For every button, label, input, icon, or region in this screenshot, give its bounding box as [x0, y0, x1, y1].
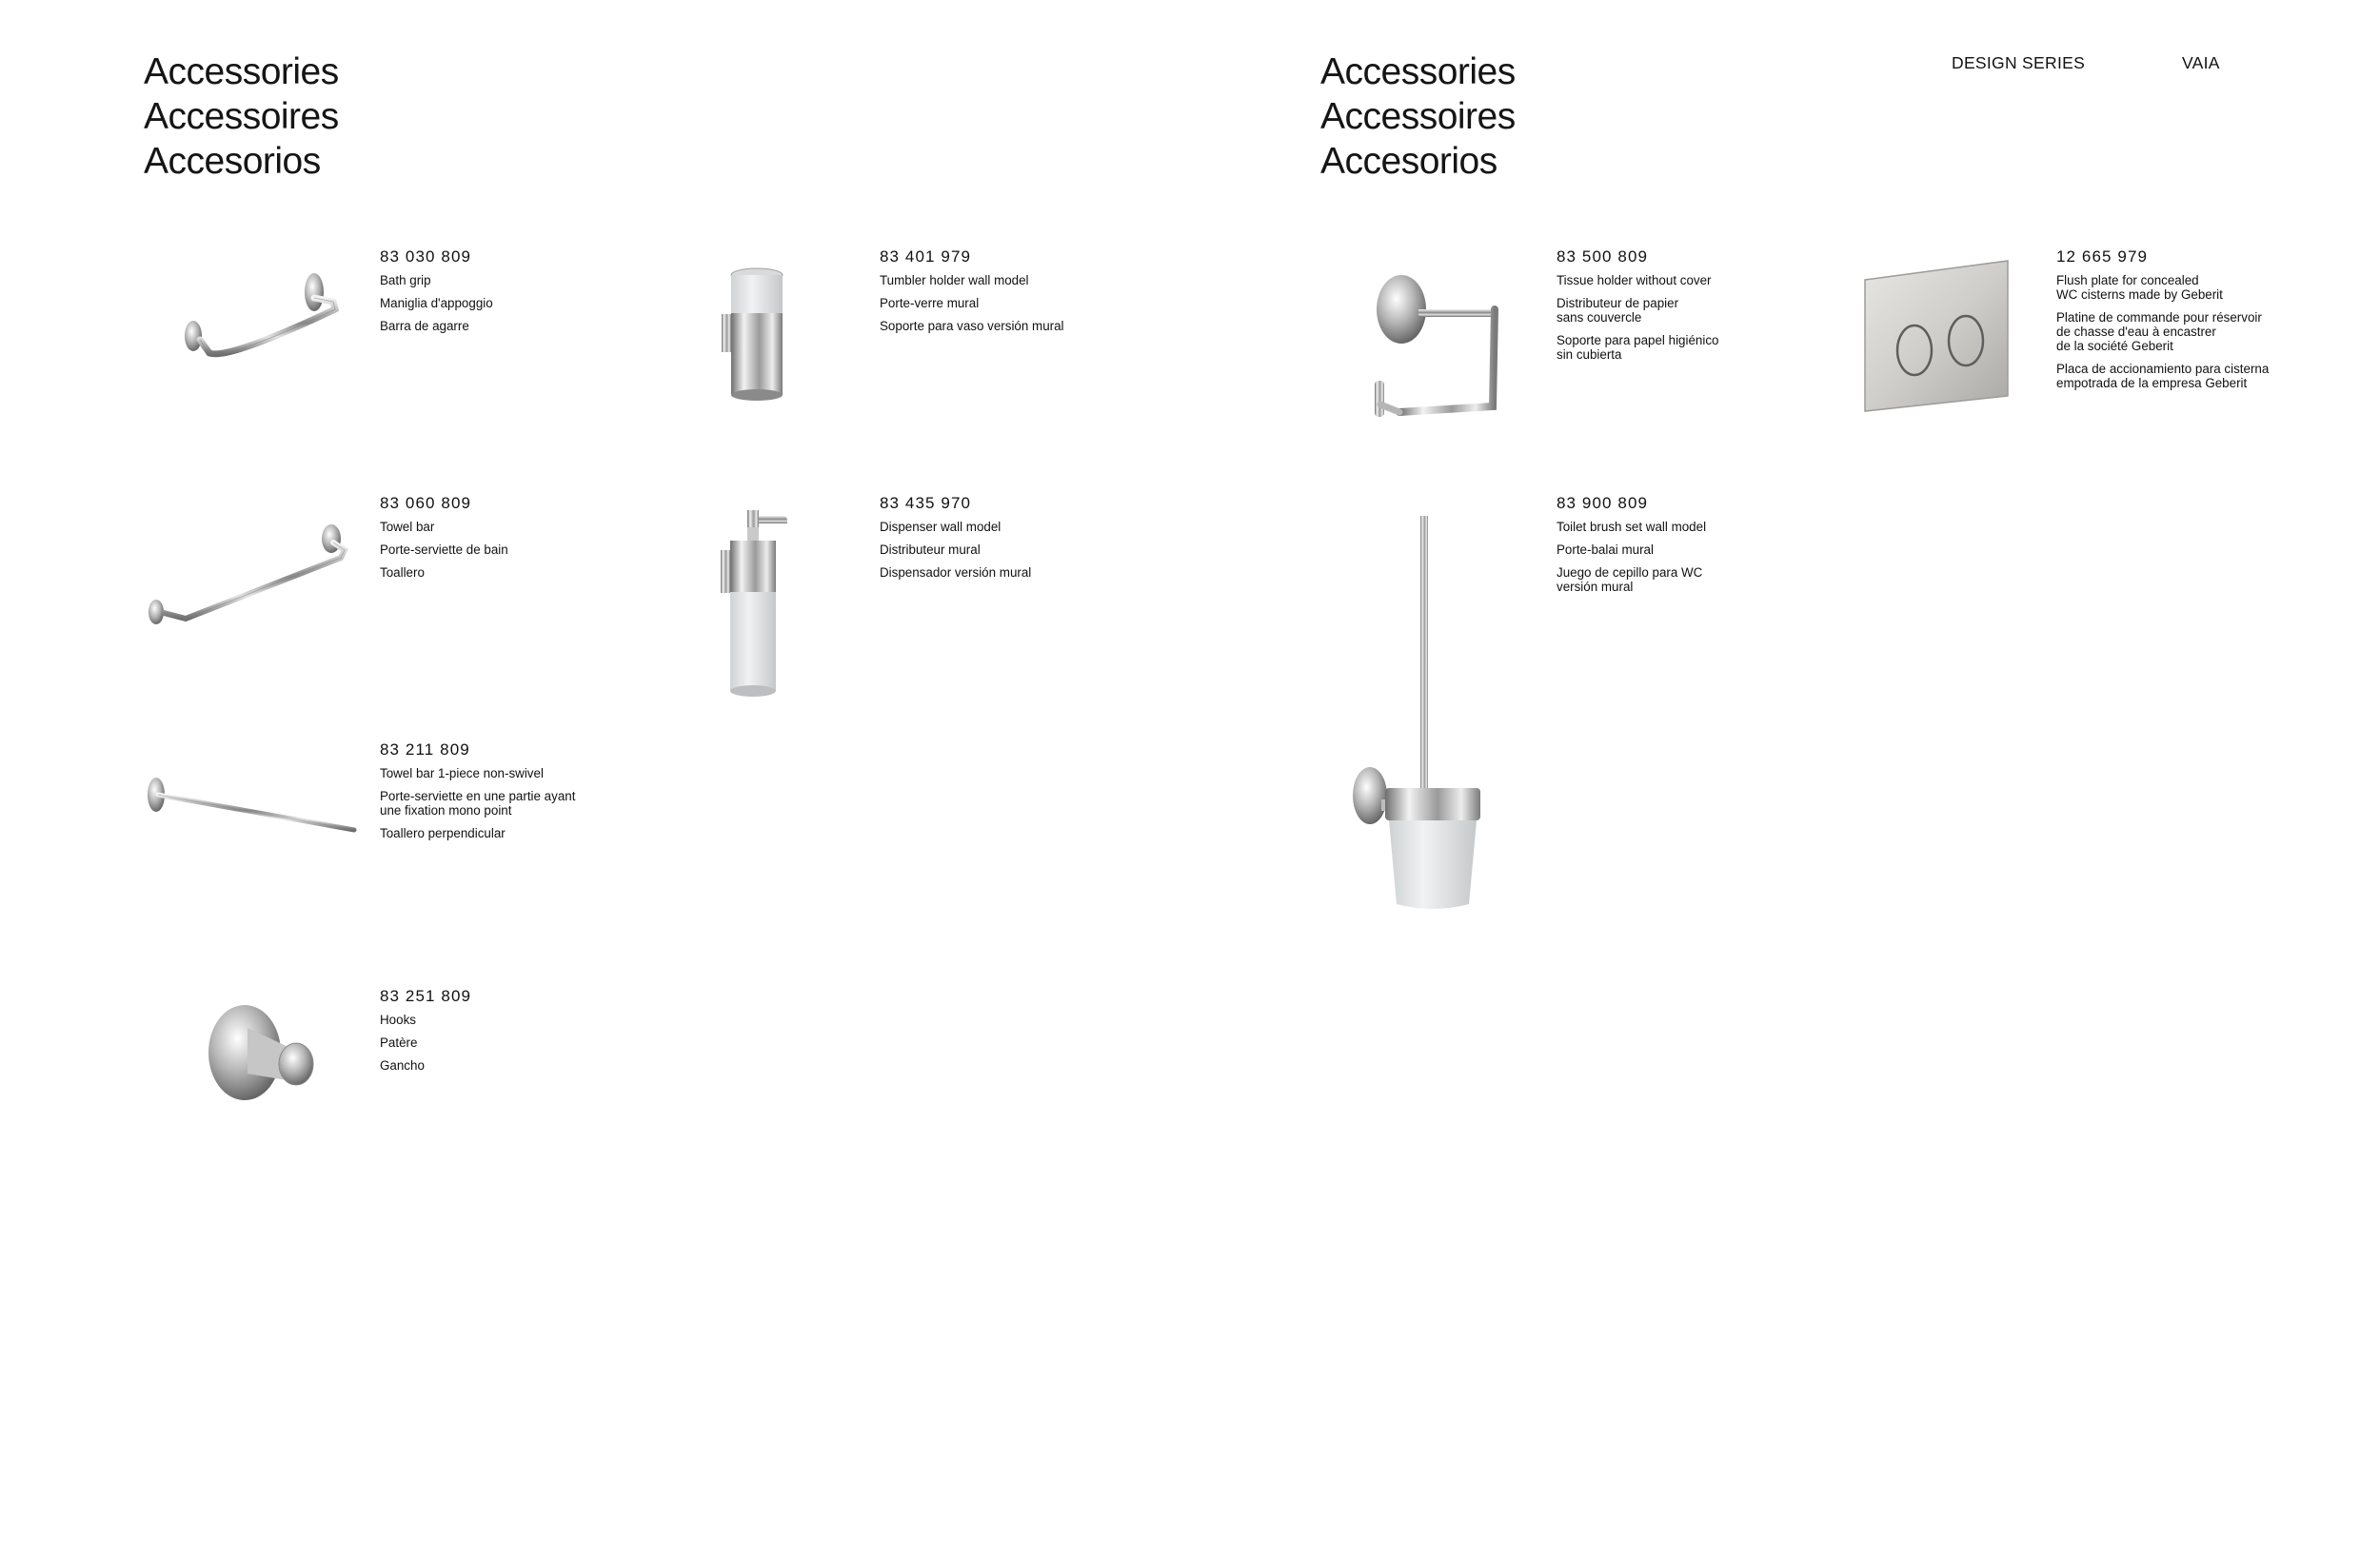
product-desc-fr: Porte-serviette de bain: [380, 542, 508, 557]
product-desc-es: Dispensador versión mural: [880, 565, 1032, 580]
product-desc-en: Towel bar: [380, 520, 435, 534]
product-83-030-809: [380, 247, 637, 342]
product-desc-en: Dispenser wall model: [880, 520, 1002, 534]
product-83-500-809: [1557, 247, 1814, 370]
product-code: 83 030 809: [380, 247, 472, 266]
left-page-heading: [144, 49, 339, 184]
hook-icon: [205, 999, 319, 1104]
product-desc-es: Placa de accionamiento para cisterna empotrada de la empresa Geberit: [2056, 362, 2270, 390]
product-code: 83 401 979: [880, 247, 972, 266]
toilet-brush-icon: [1347, 514, 1490, 914]
product-desc-fr: Porte-serviette en une partie ayant une fixation mono point: [380, 789, 576, 818]
product-desc-fr: Distributeur mural: [880, 542, 981, 557]
heading-line-en: Accessories: [144, 51, 339, 92]
flush-plate-icon: [1861, 257, 2013, 414]
product-desc-en: Hooks: [380, 1013, 416, 1027]
tissue-holder-icon: [1371, 271, 1504, 419]
right-page-heading: [1320, 49, 1516, 184]
product-desc-es: Soporte para papel higiénico sin cubierta: [1557, 333, 1719, 362]
product-desc-fr: Porte-verre mural: [880, 296, 980, 310]
product-code: 83 500 809: [1557, 247, 1649, 266]
product-desc-fr: Distributeur de papier sans couvercle: [1557, 296, 1679, 325]
heading-line-fr: Accessoires: [1320, 96, 1516, 137]
product-12-665-979: [2056, 247, 2342, 399]
product-code: 83 060 809: [380, 494, 472, 512]
tumbler-holder-icon: [719, 266, 785, 409]
product-desc-en: Tumbler holder wall model: [880, 273, 1029, 287]
towel-bar-single-icon: [145, 771, 359, 838]
product-code: 83 251 809: [380, 987, 472, 1005]
product-desc-en: Toilet brush set wall model: [1557, 520, 1707, 534]
soap-dispenser-icon: [719, 508, 795, 703]
product-desc-en: Flush plate for concealed WC cisterns made by Geberit: [2056, 273, 2223, 302]
product-code: 83 211 809: [380, 740, 470, 759]
heading-line-es: Accesorios: [1320, 141, 1497, 182]
product-desc-fr: Maniglia d'appoggio: [380, 296, 493, 310]
bath-grip-icon: [171, 269, 343, 374]
product-desc-fr: Patère: [380, 1035, 418, 1050]
product-code: 83 900 809: [1557, 494, 1649, 512]
product-desc-fr: Platine de commande pour réservoir de chasse d'eau à encastrer de la société Geberit: [2056, 310, 2262, 353]
product-desc-es: Gancho: [380, 1058, 425, 1073]
series-name: VAIA: [2182, 53, 2220, 72]
product-desc-en: Bath grip: [380, 273, 431, 287]
product-code: 12 665 979: [2056, 247, 2149, 266]
product-83-211-809: [380, 740, 637, 849]
design-series-label: DESIGN SERIES: [1952, 53, 2086, 72]
product-desc-es: Juego de cepillo para WC versión mural: [1557, 565, 1703, 594]
heading-line-fr: Accessoires: [144, 96, 339, 137]
product-83-435-970: [880, 494, 1137, 588]
product-desc-en: Tissue holder without cover: [1557, 273, 1712, 287]
product-desc-es: Barra de agarre: [380, 319, 469, 333]
product-desc-fr: Porte-balai mural: [1557, 542, 1654, 557]
product-desc-es: Soporte para vaso versión mural: [880, 319, 1064, 333]
product-desc-es: Toallero: [380, 565, 425, 580]
product-desc-en: Towel bar 1-piece non-swivel: [380, 766, 544, 780]
product-83-900-809: [1557, 494, 1814, 602]
product-desc-es: Toallero perpendicular: [380, 826, 506, 840]
product-code: 83 435 970: [880, 494, 972, 512]
product-83-401-979: [880, 247, 1137, 342]
heading-line-es: Accesorios: [144, 141, 321, 182]
product-83-251-809: [380, 987, 637, 1081]
product-83-060-809: [380, 494, 637, 588]
towel-bar-icon: [143, 522, 357, 626]
heading-line-en: Accessories: [1320, 51, 1516, 92]
